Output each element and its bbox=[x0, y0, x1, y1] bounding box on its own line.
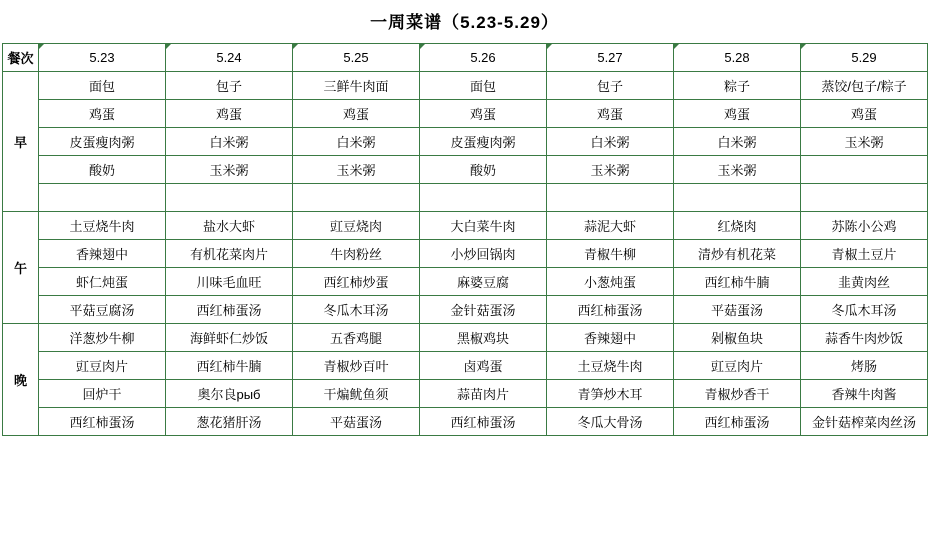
menu-cell: 酸奶 bbox=[420, 156, 547, 184]
menu-cell: 包子 bbox=[547, 72, 674, 100]
menu-cell: 豇豆肉片 bbox=[674, 352, 801, 380]
table-header-row bbox=[3, 44, 928, 72]
menu-cell: 西红柿蛋汤 bbox=[674, 408, 801, 436]
menu-cell: 冬瓜木耳汤 bbox=[801, 296, 928, 324]
menu-cell: 麻婆豆腐 bbox=[420, 268, 547, 296]
day-header-label: 5.26 bbox=[470, 50, 496, 65]
table-row-spacer bbox=[3, 184, 928, 212]
day-header-label: 5.27 bbox=[597, 50, 623, 65]
table-row bbox=[3, 156, 928, 184]
menu-cell: 玉米粥 bbox=[293, 156, 420, 184]
menu-cell: 鸡蛋 bbox=[420, 100, 547, 128]
menu-cell-empty bbox=[293, 184, 420, 212]
table-row bbox=[3, 296, 928, 324]
menu-cell: 鸡蛋 bbox=[39, 100, 166, 128]
menu-cell-empty bbox=[166, 184, 293, 212]
menu-cell: 西红柿蛋汤 bbox=[39, 408, 166, 436]
cell-marker-icon bbox=[39, 44, 44, 49]
menu-cell: 苏陈小公鸡 bbox=[801, 212, 928, 240]
menu-cell: 鸡蛋 bbox=[801, 100, 928, 128]
menu-cell: 青笋炒木耳 bbox=[547, 380, 674, 408]
menu-cell: 金针菇榨菜肉丝汤 bbox=[801, 408, 928, 436]
menu-cell: 白米粥 bbox=[547, 128, 674, 156]
menu-cell: 酸奶 bbox=[39, 156, 166, 184]
cell-marker-icon bbox=[801, 44, 806, 49]
table-row bbox=[3, 212, 928, 240]
table-row bbox=[3, 128, 928, 156]
menu-cell: 盐水大虾 bbox=[166, 212, 293, 240]
menu-cell: 回炉干 bbox=[39, 380, 166, 408]
cell-marker-icon bbox=[420, 44, 425, 49]
menu-cell: 西红柿炒蛋 bbox=[293, 268, 420, 296]
cell-marker-icon bbox=[293, 44, 298, 49]
menu-cell: 小葱炖蛋 bbox=[547, 268, 674, 296]
menu-cell: 川味毛血旺 bbox=[166, 268, 293, 296]
table-row bbox=[3, 352, 928, 380]
menu-cell: 青椒炒百叶 bbox=[293, 352, 420, 380]
day-header-1 bbox=[166, 44, 293, 72]
menu-cell: 西红柿蛋汤 bbox=[166, 296, 293, 324]
menu-cell-empty bbox=[547, 184, 674, 212]
menu-cell: 牛肉粉丝 bbox=[293, 240, 420, 268]
menu-cell: 土豆烧牛肉 bbox=[547, 352, 674, 380]
menu-cell: 西红柿牛腩 bbox=[674, 268, 801, 296]
meal-label-dinner: 晚 bbox=[3, 324, 39, 436]
menu-cell: 鸡蛋 bbox=[293, 100, 420, 128]
menu-cell: 包子 bbox=[166, 72, 293, 100]
menu-cell: 蒜泥大虾 bbox=[547, 212, 674, 240]
menu-cell-empty bbox=[39, 184, 166, 212]
menu-cell: 青椒牛柳 bbox=[547, 240, 674, 268]
menu-cell bbox=[801, 156, 928, 184]
day-header-label: 5.24 bbox=[216, 50, 242, 65]
cell-marker-icon bbox=[547, 44, 552, 49]
menu-cell: 烤肠 bbox=[801, 352, 928, 380]
menu-cell: 香辣牛肉酱 bbox=[801, 380, 928, 408]
menu-cell: 葱花猪肝汤 bbox=[166, 408, 293, 436]
menu-cell: 青椒炒香干 bbox=[674, 380, 801, 408]
table-row bbox=[3, 72, 928, 100]
menu-cell: 鸡蛋 bbox=[166, 100, 293, 128]
menu-cell: 冬瓜木耳汤 bbox=[293, 296, 420, 324]
table-row bbox=[3, 100, 928, 128]
menu-cell-empty bbox=[801, 184, 928, 212]
day-header-label: 5.28 bbox=[724, 50, 750, 65]
menu-cell: 蒜苗肉片 bbox=[420, 380, 547, 408]
page-title: 一周菜谱（5.23-5.29） bbox=[370, 13, 559, 32]
menu-cell: 蒜香牛肉炒饭 bbox=[801, 324, 928, 352]
table-row bbox=[3, 408, 928, 436]
menu-cell: 洋葱炒牛柳 bbox=[39, 324, 166, 352]
menu-cell: 面包 bbox=[39, 72, 166, 100]
menu-cell: 金针菇蛋汤 bbox=[420, 296, 547, 324]
menu-cell: 海鲜虾仁炒饭 bbox=[166, 324, 293, 352]
table-row bbox=[3, 324, 928, 352]
menu-cell: 玉米粥 bbox=[166, 156, 293, 184]
menu-cell: 香辣翅中 bbox=[547, 324, 674, 352]
menu-cell: 香辣翅中 bbox=[39, 240, 166, 268]
menu-cell: 皮蛋瘦肉粥 bbox=[39, 128, 166, 156]
meal-label-breakfast: 早 bbox=[3, 72, 39, 212]
menu-cell: 西红柿蛋汤 bbox=[547, 296, 674, 324]
menu-cell: 白米粥 bbox=[674, 128, 801, 156]
menu-cell: 西红柿牛腩 bbox=[166, 352, 293, 380]
table-row bbox=[3, 268, 928, 296]
menu-cell: 红烧肉 bbox=[674, 212, 801, 240]
table-row bbox=[3, 380, 928, 408]
menu-cell: 小炒回锅肉 bbox=[420, 240, 547, 268]
day-header-6 bbox=[801, 44, 928, 72]
menu-cell: 玉米粥 bbox=[801, 128, 928, 156]
menu-cell: 虾仁炖蛋 bbox=[39, 268, 166, 296]
menu-cell: 大白菜牛肉 bbox=[420, 212, 547, 240]
day-header-2 bbox=[293, 44, 420, 72]
menu-cell: 西红柿蛋汤 bbox=[420, 408, 547, 436]
menu-cell-empty bbox=[674, 184, 801, 212]
menu-cell: 平菇蛋汤 bbox=[674, 296, 801, 324]
menu-cell: 干煸鱿鱼须 bbox=[293, 380, 420, 408]
menu-cell: 平菇蛋汤 bbox=[293, 408, 420, 436]
day-header-4 bbox=[547, 44, 674, 72]
menu-cell-empty bbox=[420, 184, 547, 212]
menu-cell: 豇豆烧肉 bbox=[293, 212, 420, 240]
day-header-3 bbox=[420, 44, 547, 72]
menu-cell: 冬瓜大骨汤 bbox=[547, 408, 674, 436]
weekly-menu-table bbox=[2, 43, 928, 436]
menu-cell: 土豆烧牛肉 bbox=[39, 212, 166, 240]
menu-cell: 粽子 bbox=[674, 72, 801, 100]
menu-cell: 白米粥 bbox=[293, 128, 420, 156]
menu-cell: 面包 bbox=[420, 72, 547, 100]
menu-cell: 平菇豆腐汤 bbox=[39, 296, 166, 324]
menu-cell: 鸡蛋 bbox=[547, 100, 674, 128]
menu-cell: 皮蛋瘦肉粥 bbox=[420, 128, 547, 156]
cell-marker-icon bbox=[674, 44, 679, 49]
menu-cell: 蒸饺/包子/粽子 bbox=[801, 72, 928, 100]
menu-cell: 白米粥 bbox=[166, 128, 293, 156]
table-row bbox=[3, 240, 928, 268]
day-header-label: 5.25 bbox=[343, 50, 369, 65]
cell-marker-icon bbox=[166, 44, 171, 49]
menu-cell: 玉米粥 bbox=[674, 156, 801, 184]
day-header-label: 5.29 bbox=[851, 50, 877, 65]
menu-cell: 豇豆肉片 bbox=[39, 352, 166, 380]
menu-cell: 青椒土豆片 bbox=[801, 240, 928, 268]
day-header-label: 5.23 bbox=[89, 50, 115, 65]
menu-cell: 五香鸡腿 bbox=[293, 324, 420, 352]
menu-cell: 有机花菜肉片 bbox=[166, 240, 293, 268]
menu-cell: 奥尔良рыб bbox=[166, 380, 293, 408]
menu-cell: 黑椒鸡块 bbox=[420, 324, 547, 352]
menu-cell: 剁椒鱼块 bbox=[674, 324, 801, 352]
menu-cell: 鸡蛋 bbox=[674, 100, 801, 128]
menu-cell: 玉米粥 bbox=[547, 156, 674, 184]
menu-cell: 卤鸡蛋 bbox=[420, 352, 547, 380]
menu-cell: 三鲜牛肉面 bbox=[293, 72, 420, 100]
day-header-5 bbox=[674, 44, 801, 72]
meal-label-lunch: 午 bbox=[3, 212, 39, 324]
corner-label: 餐次 bbox=[3, 44, 39, 72]
menu-cell: 清炒有机花菜 bbox=[674, 240, 801, 268]
menu-cell: 韭黄肉丝 bbox=[801, 268, 928, 296]
day-header-0 bbox=[39, 44, 166, 72]
